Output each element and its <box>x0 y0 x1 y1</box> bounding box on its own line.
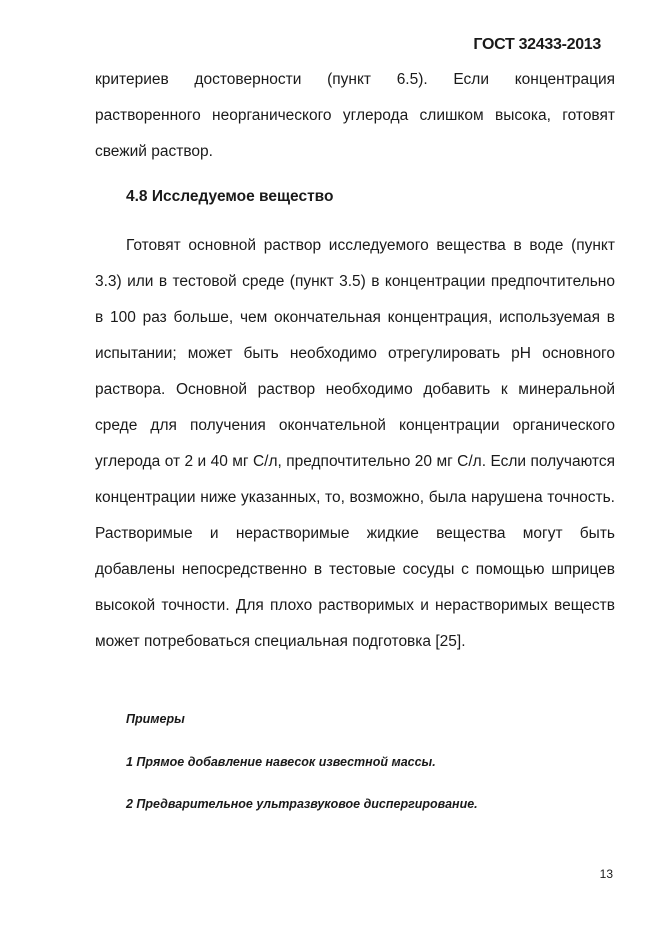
document-code: ГОСТ 32433-2013 <box>473 36 601 53</box>
section-heading: 4.8 Исследуемое вещество <box>126 188 334 205</box>
example-item-1: 1 Прямое добавление навесок известной массы. <box>126 755 436 769</box>
examples-title: Примеры <box>126 712 185 726</box>
example-item-2: 2 Предварительное ультразвуковое диспергирование. <box>126 797 478 811</box>
page-number: 13 <box>599 867 613 881</box>
paragraph-main: Готовят основной раствор исследуемого вещества в воде (пункт 3.3) или в тестовой среде (пункт 3.5) в концентрации предпочтительно в 100 раз больше, чем окончательная концентрация, используемая в испытании; может быть необходимо отрегулировать рН основного раствора. Основной раствор необходимо добавить к минеральной среде для получения окончательной концентрации органического углерода от 2 и 40 мг С/л, предпочтительно 20 мг С/л. Если получаются концентрации ниже указанных, то, возможно, была нарушена точность. Растворимые и нерастворимые жидкие вещества могут быть добавлены непосредственно в тестовые сосуды с помощью шприцев высокой точности. Для плохо растворимых и нерастворимых веществ может потребоваться специальная подготовка [25]. <box>95 237 615 650</box>
paragraph-continued: критериев достоверности (пункт 6.5). Если концентрация растворенного неорганического углерода слишком высока, готовят свежий раствор. <box>95 71 615 160</box>
